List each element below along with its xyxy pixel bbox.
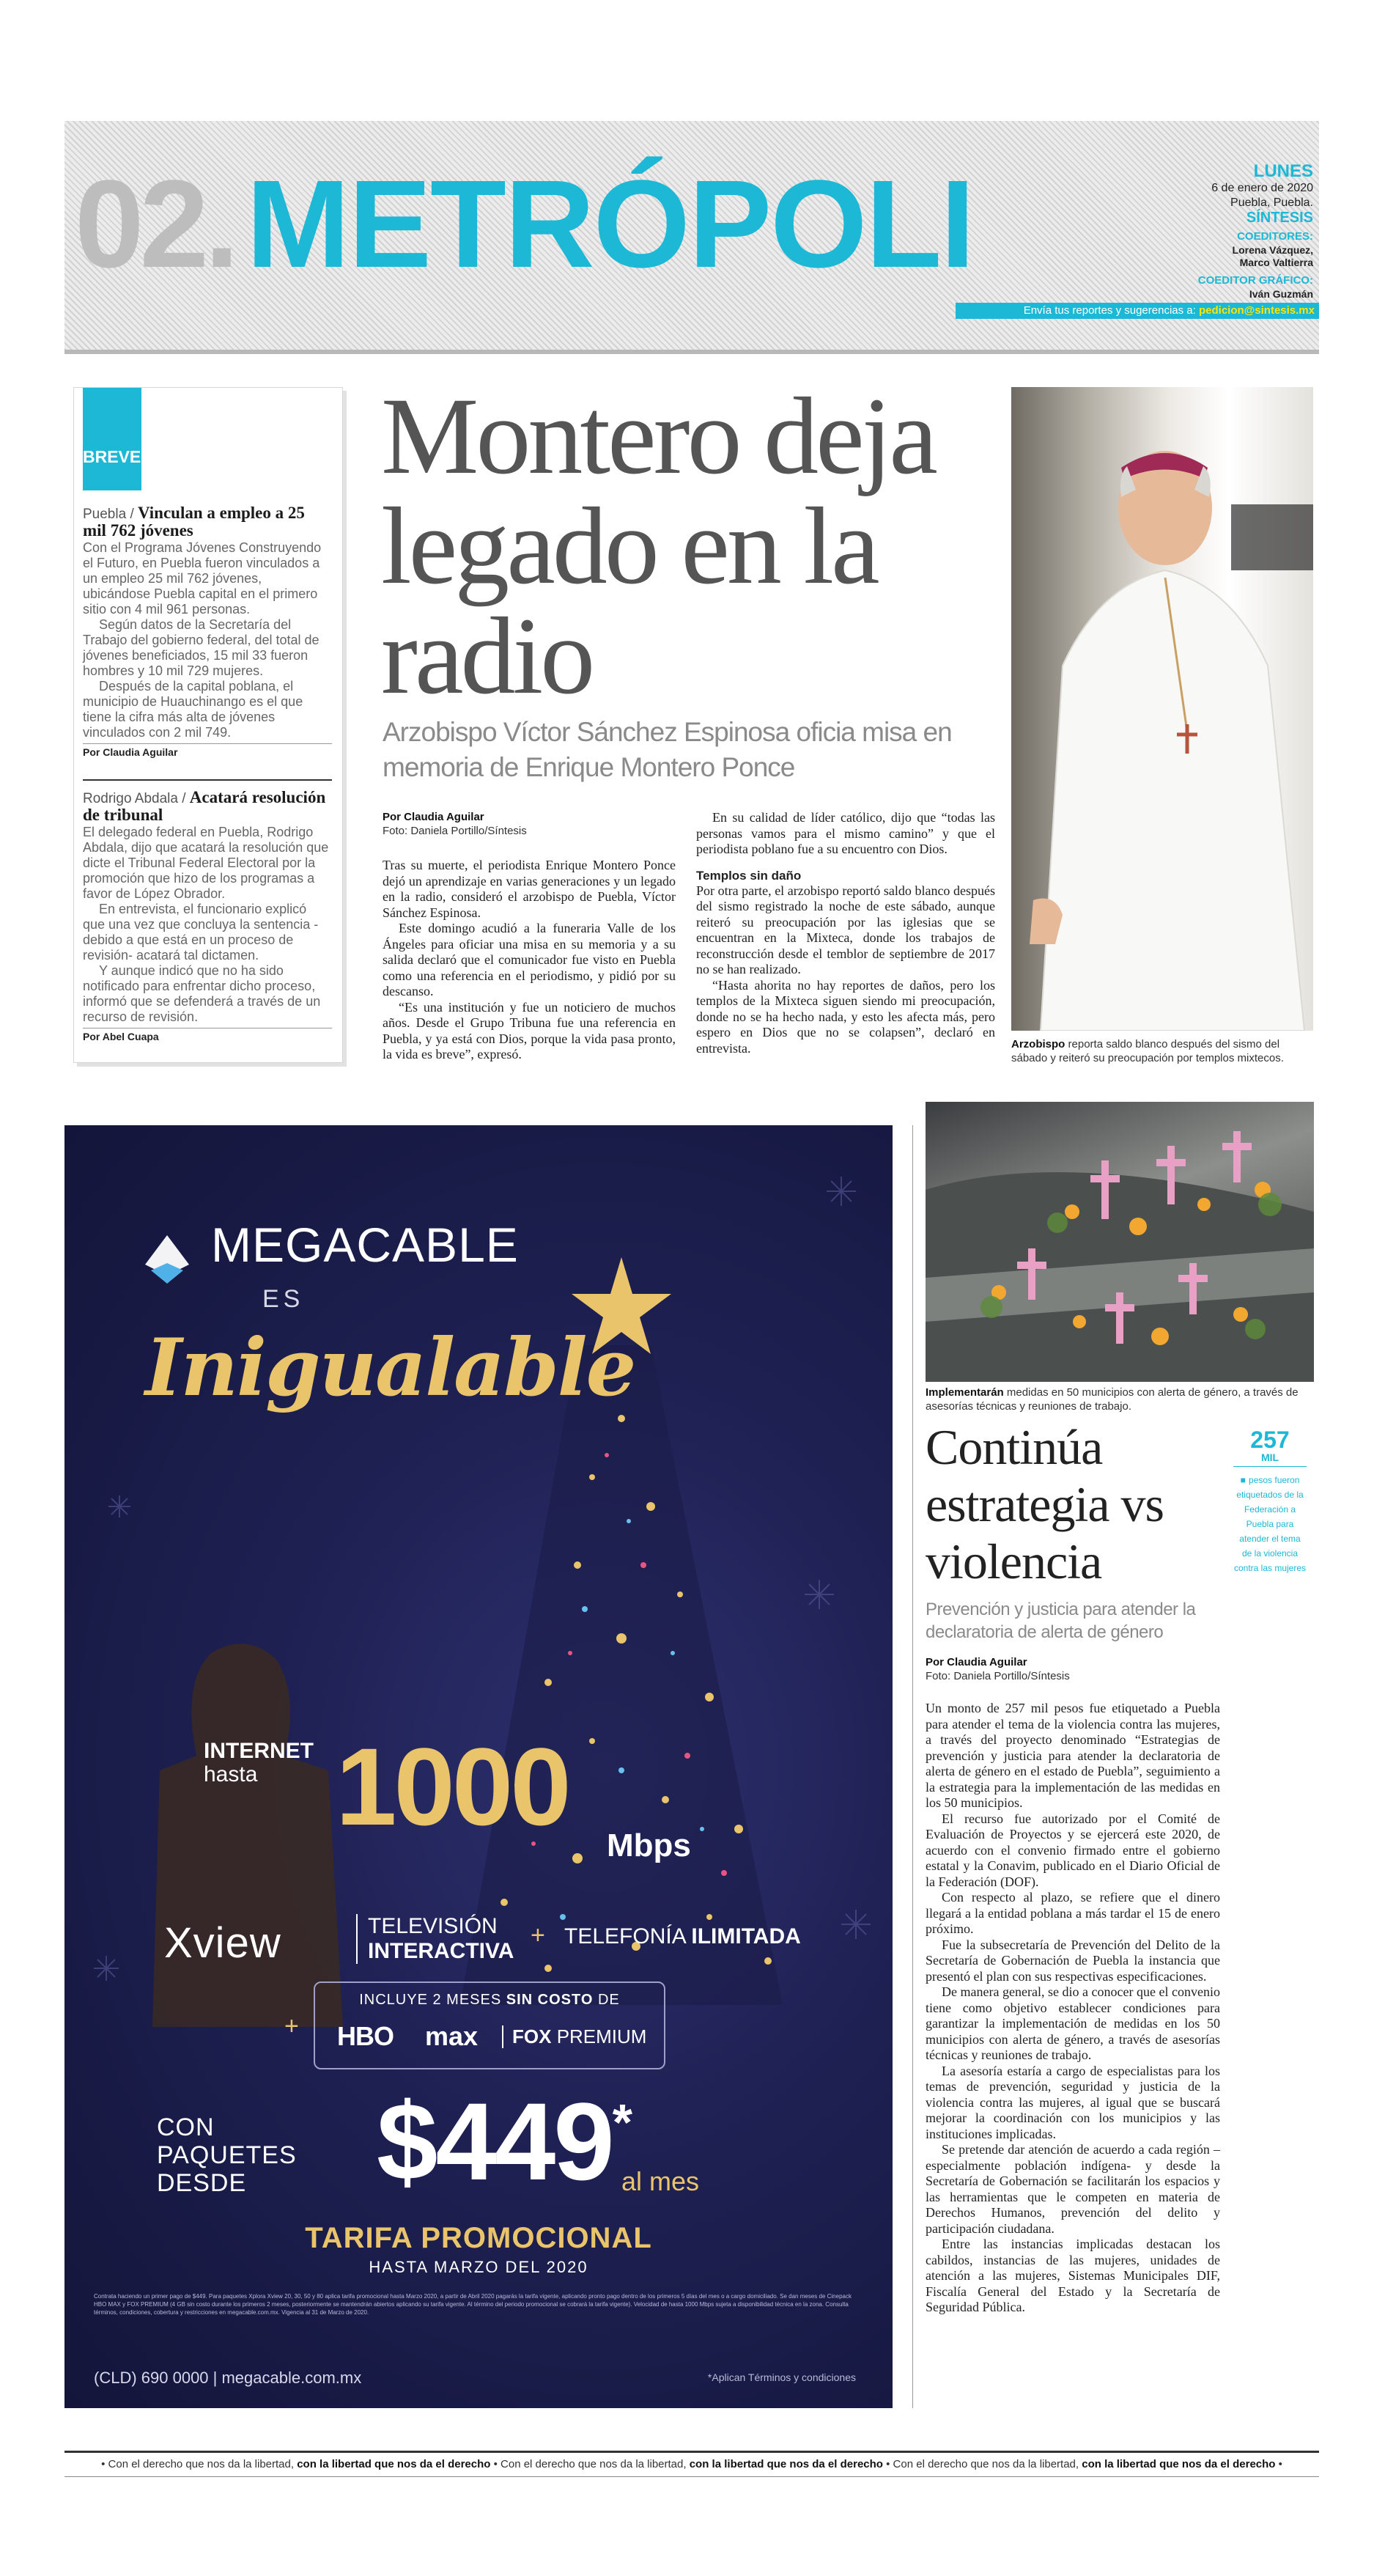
ad-includes: INCLUYE 2 MESES SIN COSTO DE [359,1992,620,2008]
column-divider [912,1125,913,2408]
ad-packages-label: CON PAQUETES DESDE [157,2113,297,2197]
ad-promo-until: HASTA MARZO DEL 2020 [369,2258,588,2276]
brief-paragraph: Según datos de la Secretaría del Trabajo del gobierno federal, del total de jóvenes beneficiados, 15 mil 33 fueron hombres y 10 mil 729 mujeres. [83,617,320,678]
edition-date: 6 de enero de 2020 [1211,182,1313,194]
brief-paragraph: En entrevista, el funcionario explicó que una vez que concluya la sentencia -debido a que está en un proceso de revisión- acatará tal dictamen. [83,902,319,963]
ad-includes-box [314,1981,665,2069]
breves-box [73,387,343,1063]
main-column-1: Tras su muerte, el periodista Enrique Montero Ponce dejó un aprendizaje en varias generaciones y un legado en la radio, consideró el arzobispo de Puebla, Víctor Sánchez Espinosa. Este domingo acudió a la funeraria Valle de los Ángeles para oficiar una misa en su memoria y a su salida declaró que el comunicador fue visto en Puebla como una referencia en el periodismo, y pidió por su descanso. “Es una institución y fue un noticiero de muchos años. Desde el Grupo Tribuna fue una referencia en Puebla, y ya está con Dios, porque la vida pasa pronto, la vida es breve”, expresó. [383,858,676,1061]
brief-item [83,790,332,1042]
ad-per-month: al mes [621,2166,700,2196]
graphic-editor: Iván Guzmán [1249,288,1313,300]
contact-email[interactable]: pedicion@sintesis.mx [1198,304,1315,317]
brief-paragraph: Y aunque indicó que no ha sido notificado para enfrentar dicho proceso, informó que se defenderá a través de un recurso de revisión. [83,963,321,1024]
section-number: 02. [75,155,235,294]
ad-internet-label: INTERNET hasta [204,1739,314,1786]
second-deck: Prevención y justicia para atender la declaratoria de alerta de género [926,1600,1196,1642]
coeditor-2: Marco Valtierra [1239,257,1313,268]
main-deck: Arzobispo Víctor Sánchez Espinosa oficia misa en memoria de Enrique Montero Ponce [383,717,952,782]
main-byline: Por Claudia Aguilar Foto: Daniela Portillo/Síntesis [383,811,527,837]
plus-icon: + [284,2012,299,2040]
ad-telephony: TELEFONÍA ILIMITADA [564,1924,801,1948]
ad-slogan: Inigualable [145,1322,635,1414]
brief-paragraph: Después de la capital poblana, el municipio de Huauchinango es el que tiene la cifra más alta de jóvenes vinculados con 2 mil 749. [83,679,303,740]
paper-name: SÍNTESIS [1246,210,1313,226]
second-headline: Continúa estrategia vs violencia [926,1419,1164,1589]
crosses-illustration [926,1102,1314,1382]
ad-brand: MEGACABLE [211,1218,519,1272]
ad-tv: TELEVISIÓN INTERACTIVA [356,1914,514,1964]
ad-speed-unit: Mbps [607,1828,691,1863]
ad-es: ES [262,1285,305,1313]
contact-text: Envía tus reportes y sugerencias a: [1023,304,1196,317]
contact-bar [956,303,1319,319]
crosses-caption: Implementarán medidas en 50 municipios con alerta de género, a través de asesorías técnicas y reuniones de trabajo. [926,1386,1299,1413]
xview-logo: Xview [164,1919,281,1967]
ad-services [164,1908,809,1965]
brief-paragraph: El delegado federal en Puebla, Rodrigo Abdala, dijo que acatará la resolución que dicte el Tribunal Federal Electoral por la promoción que hizo de los programas a favor de López Obrador. [83,825,329,901]
breves-tab: BREVES [83,388,141,490]
masthead [64,121,1319,354]
weekday: LUNES [1253,161,1313,181]
archbishop-illustration [1011,387,1313,1031]
coeditor-1: Lorena Vázquez, [1232,244,1313,256]
graphic-editor-label: COEDITOR GRÁFICO: [1197,274,1313,287]
figure-unit: MIL [1233,1451,1307,1467]
second-body: Un monto de 257 mil pesos fue etiquetado a Puebla para atender el tema de la violencia contra las mujeres, a través del proyecto denominado “Estrategias de prevención y justicia para atender la declaratoria de alerta de género en el estado de Puebla”, seguimiento a la estrategia para la implementación de las medidas en los 50 municipios. El recurso fue autorizado por el Comité de Evaluación de Proyectos y se ejercerá este 2020, de acuerdo con el convenio firmado entre el gobierno estatal y la Conavim, publicado en el Diario Oficial de la Federación (DOF). Con respecto al plazo, se refiere que el dinero llegará a la entidad poblana a más tardar el 15 de enero próximo. Fue la subsecretaría de Prevención del Delito de la Secretaría de Gobernación de Puebla la instancia que presentó el plan con sus respectivas especificaciones. De manera general, se dio a conocer que el convenio tiene como objetivo establecer condiciones para garantizar la implementación de medidas en los 50 municipios con alerta de género, a través de asesorías técnicas y reuniones de trabajo. La asesoría estaría a cargo de especialistas para los temas de prevención, seguridad y justicia de la violencia contra las mujeres, al igual que se buscará mejorar la coordinación con los municipios y las instituciones implicadas. Se pretende dar atención de acuerdo a cada región –especialmente población indígena- y desde la Secretaría de Gobernación se facilitarán los espacios y las herramientas que le competen en materia de Derechos Humanos, prevención del delito y participación ciudadana. Entre las instancias implicadas destacan los cabildos, instancias de las mujeres, unidades de atención a las mujeres, Sistemas Municipales DIF, Fiscalía General del Estado y la Secretaría de Seguridad Pública. [926,1701,1220,2314]
brief-byline: Por Abel Cuapa [83,1028,332,1042]
second-byline: Por Claudia Aguilar Foto: Daniela Portillo/Síntesis [926,1656,1070,1682]
main-headline: Montero deja legado en la radio [381,375,935,717]
main-column-2: En su calidad de líder católico, dijo que “todas las personas vamos para el mismo camino” y que el periodista poblano fue a su encuentro con Dios. Templos sin daño Por otra parte, el arzobispo reportó saldo blanco después del sismo registrado la noche de este sábado, aunque reiteró su preocupación por las iglesias que se encuentran en la Mixteca, donde los trabajos de reconstrucción desde el temblor de septiembre de 2017 no se han realizado. “Hasta ahorita no hay reportes de daños, pero los templos de la Mixteca siguen siendo mi preocupación, donde no se ha hecho nada, y esto les afecta más, pero espero en Dios que no se colapsen”, declaró en entrevista. [696,810,995,1056]
ad-promo-rate: TARIFA PROMOCIONAL [305,2222,652,2254]
hbo-logo: HBO [337,2021,394,2051]
brief-paragraph: Con el Programa Jóvenes Construyendo el Futuro, en Puebla fueron vinculados a un empleo 25 mil 762 jóvenes, ubicándose Puebla capital en el primero sitio con 4 mil 961 personas. [83,540,322,617]
square-bullet-icon: ■ [1240,1475,1246,1485]
ad-fine-print: Contrata haciendo un primer pago de $449. Para paquetes Xplora Xview 20, 30, 50 y 80 aplica tarifa promocional hasta Marzo 2020, a partir de Abril 2020 pagarás la tarifa vigente, aplicando pronto pago dentro de los primeros 5 días del mes o a cargo domiciliado. Se dan meses de Cinepack HBO MAX y FOX PREMIUM (4 GB sin costo durante los primeros 2 meses, posteriormente se mantendrán abiertos aplicando su tarifa vigente. Al término del periodo promocional se cobrará la tarifa vigente). Velocidad de hasta 1000 Mbps sujeta a disponibilidad técnica en la zona. Consulta términos, condiciones, cobertura y restricciones en megacable.com.mx. Vigencia al 31 de Marzo de 2020. [94,2293,852,2316]
figure-number: 257 [1250,1427,1290,1453]
max-logo: max [425,2021,479,2051]
brief-item [83,505,332,758]
archbishop-caption: Arzobispo reporta saldo blanco después del sismo del sábado y reiteró su preocupación por templos mixtecos. [1011,1038,1284,1064]
brief-kicker: Puebla / Vinculan a empleo a 25 mil 762 jóvenes [83,504,305,540]
fox-premium-logo: FOX PREMIUM [502,2025,646,2048]
ad-price: $449* [377,2080,630,2203]
archbishop-photo [1011,387,1313,1031]
divider [83,779,332,781]
brief-kicker: Rodrigo Abdala / Acatará resolución de tribunal [83,788,326,824]
subhead: Templos sin daño [696,868,802,883]
brief-byline: Por Claudia Aguilar [83,743,332,758]
edition-info [1167,162,1313,301]
ad-terms: *Aplican Términos y condiciones [707,2371,856,2383]
section-title: METRÓPOLI [246,155,974,294]
crosses-photo [926,1102,1314,1382]
megacable-ad[interactable] [64,1125,893,2408]
figure-text: ■ pesos fueron etiquetados de la Federación a Puebla para atender el tema de la violencia contra las mujeres [1233,1475,1307,1573]
plus-icon: + [531,1921,545,1949]
ad-speed: 1000 [336,1725,569,1848]
edition-city: Puebla, Puebla. [1230,196,1313,209]
ad-contact[interactable]: (CLD) 690 0000 | megacable.com.mx [94,2369,362,2387]
footer-motto: • Con el derecho que nos da la libertad, con la libertad que nos da el derecho • Con el derecho que nos da la libertad, con la libertad que nos da el derecho • Con el derecho que nos da la libertad, con la libertad que nos da el derecho • [64,2451,1319,2477]
figure-box [1233,1428,1307,1575]
coeditors-label: COEDITORES: [1237,230,1313,243]
